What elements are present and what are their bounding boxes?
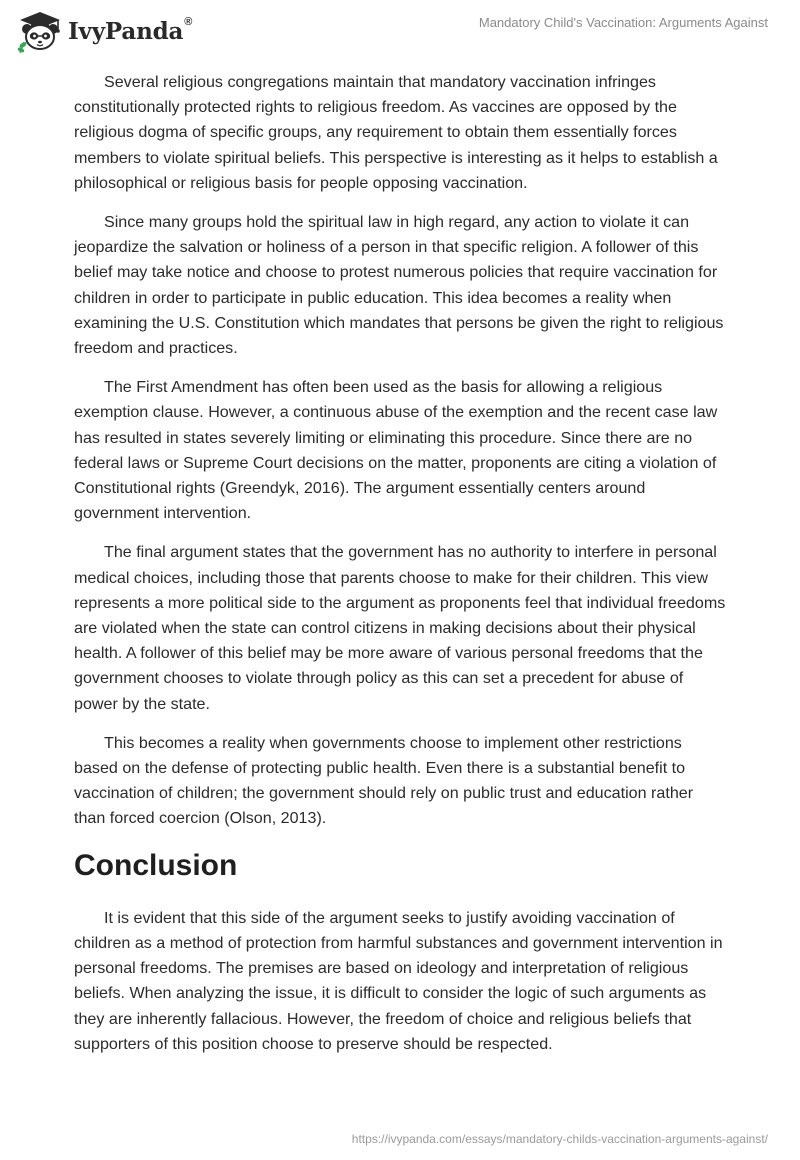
body-paragraph: The First Amendment has often been used as the basis for allowing a religious exemption clause. However, a continuous abuse of the exemption and the recent case law has resulted in states severely limiting or eliminating this procedure. Since there are no federal laws or Supreme Court decisions on the matter, proponents are citing a violation of Constitutional rights (Greendyk, 2016). The argument essentially centers around government intervention. — [74, 378, 718, 523]
ivypanda-logo[interactable] — [14, 8, 192, 54]
panda-graduate-icon — [14, 8, 62, 54]
body-paragraph: Several religious congregations maintain that mandatory vaccination infringes constitutionally protected rights to religious freedom. As vaccines are opposed by the religious dogma of specific groups, any requirement to obtain them essentially forces members to violate spiritual beliefs. This perspective is interesting as it helps to establish a philosophical or religious basis for people opposing vaccination. — [74, 73, 718, 192]
source-url[interactable]: https://ivypanda.com/essays/mandatory-childs-vaccination-arguments-against/ — [351, 1132, 768, 1146]
registered-mark: ® — [184, 15, 193, 28]
page-header — [0, 0, 800, 70]
conclusion-heading: Conclusion — [74, 848, 238, 882]
document-title: Mandatory Child's Vaccination: Arguments Against — [478, 15, 768, 30]
body-paragraph: The final argument states that the government has no authority to interfere in personal medical choices, including those that parents choose to make for their children. This view represents a more political side to the argument as proponents feel that individual freedoms are violated when the state can control citizens in making decisions about their physical health. A follower of this belief may be more aware of various personal freedoms that the government chooses to violate through policy as this can set a precedent for abuse of power by the state. — [74, 543, 726, 713]
body-paragraph: Since many groups hold the spiritual law in high regard, any action to violate it can jeopardize the salvation or holiness of a person in that specific religion. A follower of this belief may take notice and choose to protest numerous policies that require vaccination for children in order to participate in public education. This idea becomes a reality when examining the U.S. Constitution which mandates that persons be given the right to religious freedom and practices. — [74, 213, 724, 358]
body-paragraph: This becomes a reality when governments choose to implement other restrictions based on the defense of protecting public health. Even there is a substantial benefit to vaccination of children; the government should rely on public trust and education rather than forced coercion (Olson, 2013). — [74, 733, 694, 828]
essay-content — [74, 70, 726, 1071]
brand-name: IvyPanda® — [68, 15, 193, 45]
conclusion-paragraph: It is evident that this side of the argument seeks to justify avoiding vaccination of children as a method of protection from harmful substances and government intervention in personal freedoms. The premises are based on ideology and interpretation of religious beliefs. When analyzing the issue, it is difficult to consider the logic of such arguments as they are inherently fallacious. However, the freedom of choice and religious beliefs that supporters of this position choose to preserve should be respected. — [74, 908, 723, 1053]
